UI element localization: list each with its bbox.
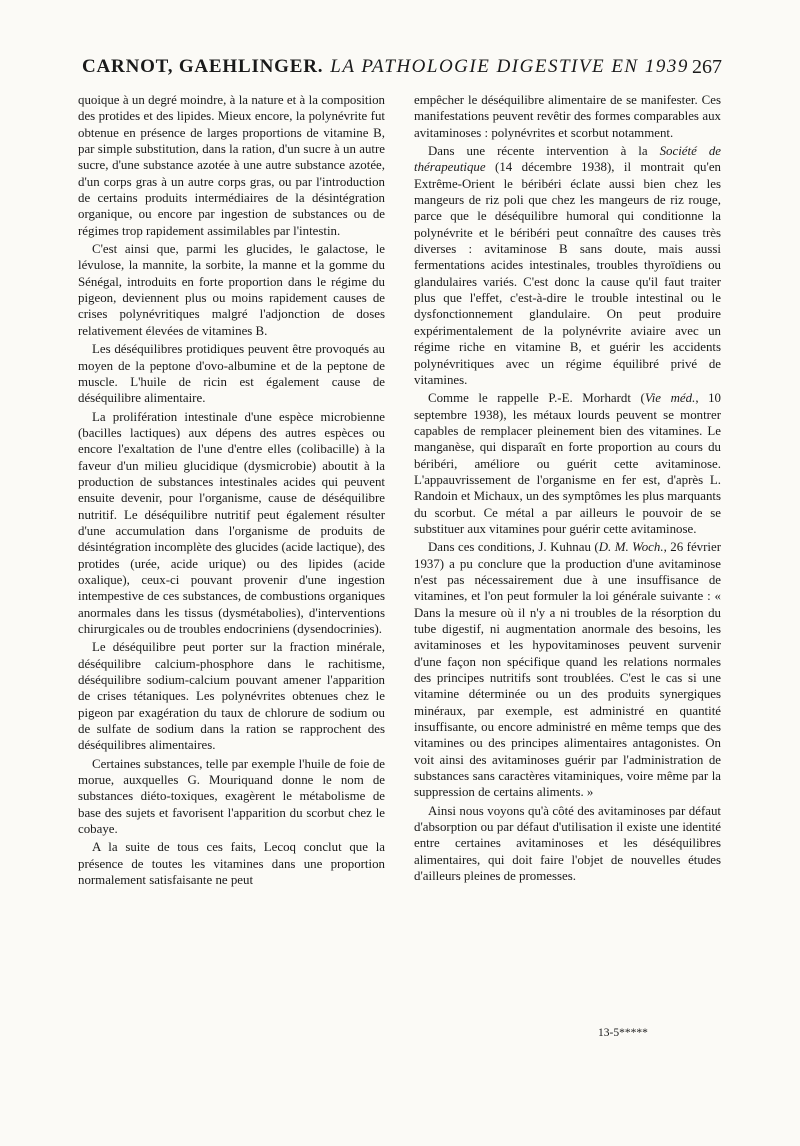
left-column (78, 92, 385, 889)
paragraph: C'est ainsi que, parmi les glucides, le galactose, le lévulose, la mannite, la sorbite, la manne et la gomme du Sénégal, introduits en forte proportion dans le régime du pigeon, deviennent plus ou moins rapidement causes de crises polynévritiques malgré l'adjonction de doses relativement élevées de vitamines B. (78, 242, 385, 338)
paragraph: Les déséquilibres protidiques peuvent être provoqués au moyen de la peptone d'ovo-albumine et de la peptone de muscle. L'huile de ricin est également cause de déséquilibre alimentaire. (78, 342, 385, 406)
paragraph: La prolifération intestinale d'une espèce microbienne (bacilles lactiques) aux dépens des autres espèces ou encore l'exaltation de l'une d'entre elles (colibacille) à la faveur d'un milieu glucidique (dysmicrobie) aboutit à la production de substances intestinales acides qui peuvent ensuite devenir, pour l'organisme, cause de déséquilibre nutritif. Le déséquilibre nutritif peut également résulter d'une accumulation dans l'organisme de produits de désintégration incomplète des glucides (acide lactique), des protides (urée, acide urique) ou des lipides (acide oxalique), ceux-ci pouvant provenir d'une ingestion intempestive de ces substances, de combustions organiques anormales dans les tissus (dysmétabolies), d'interventions chirurgicales ou de troubles endocriniens (dysendocrinies). (78, 409, 385, 636)
header-title: LA PATHOLOGIE DIGESTIVE EN 1939 (330, 56, 689, 77)
text-run: (14 décembre 1938), il montrait qu'en Extrême-Orient le béribéri éclate aussi bien chez les mangeurs de riz poli que chez les mangeurs de riz rouge, parce que le déséquilibre humoral qui conditionne la polynévrite et le béribéri peut connaître des causes très diverses : avitaminose B sans doute, mais aussi fermentations acides intestinales, troubles thyroïdiens ou glandulaires variés. C'est donc la cause qu'il faut traiter plus que l'effet, c'est-à-dire le trouble intestinal ou le dysfonctionnement glandulaire. On peut produire expérimentalement de la polynévrite aviaire avec un régime riche en vitamine B, et guérir les accidents polynévritiques avec un régime équilibré privé de vitamines. (414, 160, 721, 387)
text-run: Comme le rappelle P.-E. Morhardt ( (428, 391, 645, 406)
running-header (82, 56, 722, 86)
society-name: Société de thérapeutique (414, 144, 721, 175)
signature-mark: 13-5***** (598, 1027, 648, 1039)
page-number: 267 (692, 56, 722, 78)
paragraph: Le déséquilibre peut porter sur la fraction minérale, déséquilibre calcium-phosphore dans le rachitisme, déséquilibre sodium-calcium pouvant amener l'apparition de crises tétaniques. Les polynévrites obtenues chez le pigeon par exagération du taux de chlorure de sodium ou de sulfate de sodium dans la ration se rapprochent des déséquilibres alimentaires. (78, 640, 385, 753)
journal-name: Vie méd. (644, 391, 696, 406)
header-authors: CARNOT, GAEHLINGER. (82, 56, 324, 77)
paragraph (414, 539, 721, 801)
right-column (414, 92, 721, 885)
paragraph: Ainsi nous voyons qu'à côté des avitaminoses par défaut d'absorption ou par défaut d'utilisation il existe une identité entre certaines avitaminoses et les déséquilibres alimentaires, qui doit faire l'objet de nouvelles études d'ailleurs pleines de promesses. (414, 803, 721, 884)
text-run: , 10 septembre 1938), les métaux lourds peuvent se montrer capables de remplacer pleinement bien des vitamines. Le manganèse, qui disparaît en forte proportion au cours du béribéri, améliore ou guérit cette avitaminose. L'appauvrissement de l'organisme en fer est, d'après L. Randoin et Michaux, un des symptômes les plus marquants du scorbut. Ce métal a par ailleurs le pouvoir de se substituer aux vitamines pour guérir cette avitaminose. (414, 391, 721, 536)
paragraph: Certaines substances, telle par exemple l'huile de foie de morue, auxquelles G. Mouriquand donne le nom de substances diéto-toxiques, exagèrent le métabolisme de base des sujets et favorisent l'apparition du scorbut chez le cobaye. (78, 756, 385, 837)
paragraph: A la suite de tous ces faits, Lecoq conclut que la présence de toutes les vitamines dans une proportion normalement satisfaisante ne peut (78, 840, 385, 888)
text-run: , 26 février 1937) a pu conclure que la production d'une avitaminose n'est pas nécessairement due à une insuffisance de vitamines, et l'on peut formuler la loi générale suivante : « Dans la mesure où il n'y a ni troubles de la résorption du tube digestif, ni augmentation anormale des besoins, les avitaminoses et les hypovitaminoses peuvent survenir d'une façon non spécifique quand les relations normales des principes nutritifs sont troublées. C'est le cas si une vitamine déterminée ou un des produits synergiques minéraux, par exemple, est administré en quantité insuffisante, ou encore administré en même temps que des vitamines ou des principes alimentaires antagonistes. On voit ainsi des avitaminoses guérir par l'administration de substances sans caractères vitaminiques, voire même par la suppression de certains aliments. » (414, 540, 722, 800)
paragraph (414, 143, 721, 388)
paragraph: empêcher le déséquilibre alimentaire de se manifester. Ces manifestations peuvent revêtir des formes comparables aux avitaminoses : polynévrites et scorbut notamment. (414, 93, 721, 140)
running-head (82, 56, 689, 78)
paragraph: quoique à un degré moindre, à la nature et à la composition des protides et des lipides. Mieux encore, la polynévrite fut obtenue en présence de larges proportions de vitamine B, par simple substitution, dans la ration, d'un sucre à un autre sucre, d'une substance azotée à une autre substance azotée, d'un corps gras à un autre corps gras, ou par l'introduction de certains produits intermédiaires de la désintégration organique, ou encore par ingestion de substances ou de régimes trop rapidement assimilables par l'intestin. (78, 93, 385, 238)
text-run: Dans une récente intervention à la (428, 144, 648, 159)
journal-name: D. M. Woch. (598, 540, 664, 555)
text-run: Dans ces conditions, J. Kuhnau ( (428, 540, 599, 555)
paragraph (414, 390, 721, 537)
